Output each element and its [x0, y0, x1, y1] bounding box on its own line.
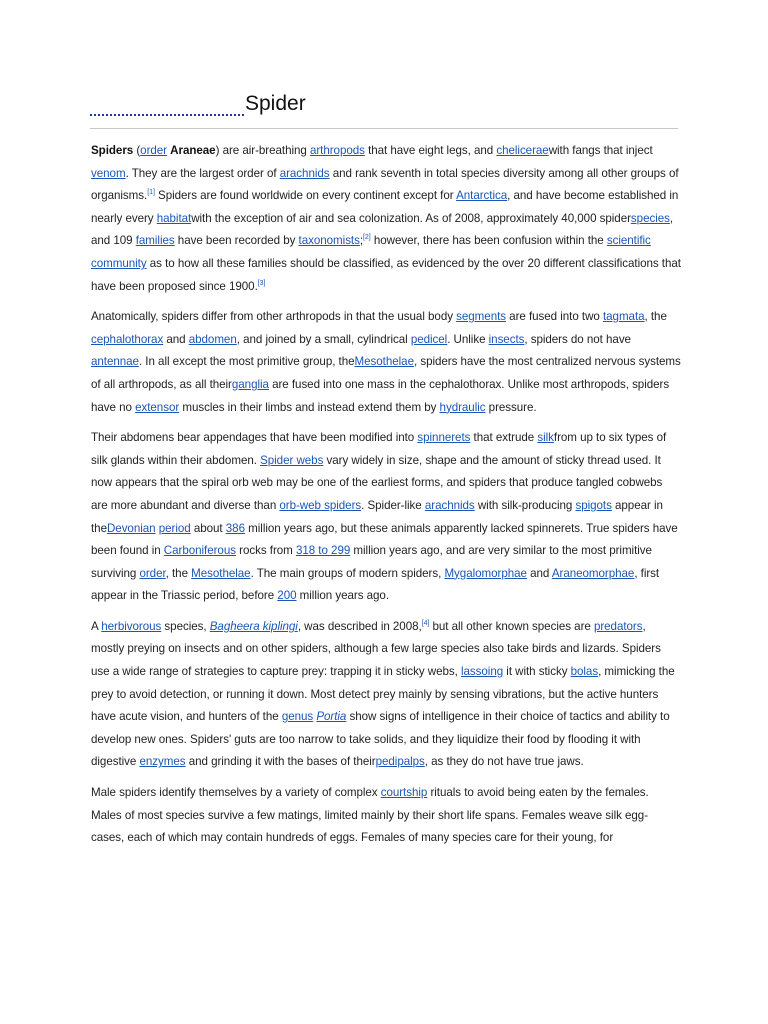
text: but all other known species are [429, 619, 594, 633]
citation-link-4[interactable]: [4] [421, 619, 430, 627]
citation-2 [363, 234, 371, 241]
term-spiders: Spiders [91, 144, 134, 157]
link-chelicerae[interactable]: chelicerae [496, 144, 549, 157]
link-segments[interactable]: segments [456, 310, 507, 324]
text: and [163, 332, 189, 346]
paragraph-reproduction [91, 782, 681, 850]
text: ) are air-breathing [215, 144, 310, 157]
link-hydraulic[interactable]: hydraulic [439, 400, 486, 414]
link-ganglia[interactable]: ganglia [231, 377, 269, 391]
text: A [91, 619, 102, 633]
text: Anatomically, spiders differ from other arthropods in that the usual body [91, 310, 457, 324]
text: appear in the [91, 498, 663, 535]
text: Spiders are found worldwide on every continent except for [154, 189, 457, 203]
text: million years ago, and are very similar to the most primitive surviving [91, 544, 652, 580]
text: . In all except the most primitive group, the [138, 355, 355, 369]
text: however, there has been confusion within the [370, 234, 607, 248]
text: it with sticky [503, 665, 571, 679]
text: that have eight legs, and [364, 144, 497, 157]
citation-link-3[interactable]: [3] [257, 279, 266, 287]
link-order[interactable]: order [140, 144, 167, 157]
link-araneomorphae[interactable]: Araneomorphae [551, 566, 635, 580]
text: Their abdomens bear appendages that have been modified into [91, 431, 418, 445]
title-anchor-placeholder[interactable] [90, 114, 244, 116]
text: with silk-producing [474, 498, 576, 512]
text: rituals to avoid being eaten by the females. Males of most species survive a few matings, limited mainly by their short life spans. Females weave silk egg-cases, each of which may contain hundreds of eggs. Females of many species care for their young, for [91, 786, 649, 845]
text: . They are the largest order of [125, 166, 280, 180]
text: as to how all these families should be classified, as evidenced by the over 20 different classifications that have been proposed since 1900. [91, 256, 681, 293]
text: , and 109 [91, 211, 674, 248]
text: . Spider-like [361, 498, 425, 512]
link-scientific-community[interactable]: scientific community [91, 234, 651, 270]
link-arachnids[interactable]: arachnids [424, 498, 475, 512]
link-mygalomorphae[interactable]: Mygalomorphae [444, 566, 527, 580]
link-venom[interactable]: venom [91, 166, 126, 180]
link-orb-web-spiders[interactable]: orb-web spiders [279, 498, 362, 512]
text: , first appear in the Triassic period, before [91, 566, 660, 603]
link-devonian[interactable]: Devonian [106, 521, 156, 535]
text: about [190, 521, 226, 535]
link-families[interactable]: families [135, 234, 175, 248]
text: Male spiders identify themselves by a variety of complex [91, 786, 381, 800]
text: , mostly preying on insects and on other spiders, although a few large species also take birds and lizards. Spiders use a wide range of strategies to capture prey: trapping it in sticky webs, [91, 619, 661, 679]
text: pressure. [485, 400, 537, 414]
link-pedipalps[interactable]: pedipalps [375, 755, 425, 769]
page-title: Spider [245, 92, 306, 115]
citation-3 [258, 280, 266, 287]
link-insects[interactable]: insects [488, 332, 525, 346]
paragraph-intro [91, 140, 681, 298]
text: and grinding it with the bases of their [185, 755, 376, 769]
text: from up to six types of silk glands within their abdomen. [91, 431, 667, 467]
link-herbivorous[interactable]: herbivorous [101, 619, 162, 633]
text: , was described in 2008, [297, 619, 422, 633]
text: , as they do not have true jaws. [424, 755, 584, 769]
link-species[interactable]: species [630, 211, 670, 225]
link-silk[interactable]: silk [537, 431, 554, 445]
link-386[interactable]: 386 [225, 521, 245, 535]
text: , spiders have the most centralized nervous systems of all arthropods, as all their [91, 355, 681, 391]
link-lassoing[interactable]: lassoing [460, 665, 504, 679]
link-genus[interactable]: genus [281, 710, 314, 724]
link-200[interactable]: 200 [277, 589, 297, 603]
text: million years ago. [296, 589, 389, 603]
article-body [91, 140, 681, 858]
text: million years ago, but these animals apparently lacked spinnerets. True spiders have been found in [91, 521, 678, 558]
text: vary widely in size, shape and the amount of sticky thread used. It now appears that the spiral orb web may be one of the earliest forms, and spiders that produce tangled cobwebs are more abundant and diverse than [91, 453, 663, 512]
link-spinnerets[interactable]: spinnerets [417, 431, 471, 445]
link-mesothelae[interactable]: Mesothelae [354, 355, 414, 369]
text: are fused into one mass in the cephalothorax. Unlike most arthropods, spiders have no [91, 377, 670, 414]
link-tagmata[interactable]: tagmata [602, 310, 645, 324]
text: ; [359, 234, 364, 248]
link-318-to-299[interactable]: 318 to 299 [295, 544, 351, 558]
citation-link-2[interactable]: [2] [363, 234, 371, 242]
link-extensor[interactable]: extensor [135, 400, 180, 414]
text: , and have become established in nearly every [91, 189, 679, 225]
text: ( [133, 144, 141, 157]
text: , mimicking the prey to avoid detection, or running it down. Most detect prey mainly by sensing vibrations, but the active hunters have acute vision, and hunters of the [91, 665, 675, 724]
text: , and joined by a small, cylindrical [236, 332, 411, 346]
link-abdomen[interactable]: abdomen [188, 332, 237, 346]
text: , the [644, 310, 667, 324]
text: are fused into two [506, 310, 603, 324]
text: with fangs that inject [548, 144, 653, 157]
text: that extrude [470, 431, 538, 445]
link-taxonomists[interactable]: taxonomists [298, 234, 360, 248]
link-predators[interactable]: predators [593, 619, 643, 633]
text: . The main groups of modern spiders, [250, 566, 445, 580]
link-period[interactable]: period [158, 521, 191, 535]
text: and rank seventh in total species diversity among all other groups of organisms. [91, 166, 679, 203]
text: . Unlike [447, 332, 489, 346]
text: , spiders do not have [524, 332, 631, 346]
text: have been recorded by [174, 234, 299, 248]
link-spigots[interactable]: spigots [575, 498, 612, 512]
text: muscles in their limbs and instead extend them by [179, 400, 440, 414]
citation-link-1[interactable]: [1] [147, 189, 155, 197]
link-antarctica[interactable]: Antarctica [456, 189, 508, 203]
link-cephalothorax[interactable]: cephalothorax [91, 332, 164, 346]
link-portia[interactable]: Portia [316, 710, 347, 724]
paragraph-abdomens [91, 427, 681, 608]
link-arachnids[interactable]: arachnids [279, 166, 330, 180]
link-arthropods[interactable]: arthropods [309, 144, 365, 157]
link-courtship[interactable]: courtship [380, 786, 428, 800]
paragraph-anatomy [91, 306, 681, 419]
link-bolas[interactable]: bolas [570, 665, 599, 679]
link-mesothelae[interactable]: Mesothelae [191, 566, 251, 580]
text: , the [165, 566, 192, 580]
citation-1 [147, 189, 155, 196]
link-spider-webs[interactable]: Spider webs [260, 453, 324, 467]
link-pedicel[interactable]: pedicel [410, 332, 448, 346]
text: with the exception of air and sea colonization. As of 2008, approximately 40,000 spider [191, 211, 631, 225]
link-carboniferous[interactable]: Carboniferous [163, 544, 236, 558]
text: show signs of intelligence in their choice of tactics and ability to develop new ones. Spiders' guts are too narrow to take solids, and they liquidize their food by flooding it with digestive [91, 710, 670, 769]
link-enzymes[interactable]: enzymes [139, 755, 186, 769]
link-bagheera-kiplingi[interactable]: Bagheera kiplingi [209, 619, 298, 633]
text: and [526, 566, 552, 580]
text: species, [161, 619, 210, 633]
link-habitat[interactable]: habitat [156, 211, 192, 225]
title-row [90, 90, 678, 129]
link-order[interactable]: order [139, 566, 166, 580]
text: rocks from [235, 544, 296, 558]
link-antennae[interactable]: antennae [91, 355, 139, 369]
paragraph-diet [91, 616, 681, 774]
term-araneae: Araneae [170, 144, 216, 157]
